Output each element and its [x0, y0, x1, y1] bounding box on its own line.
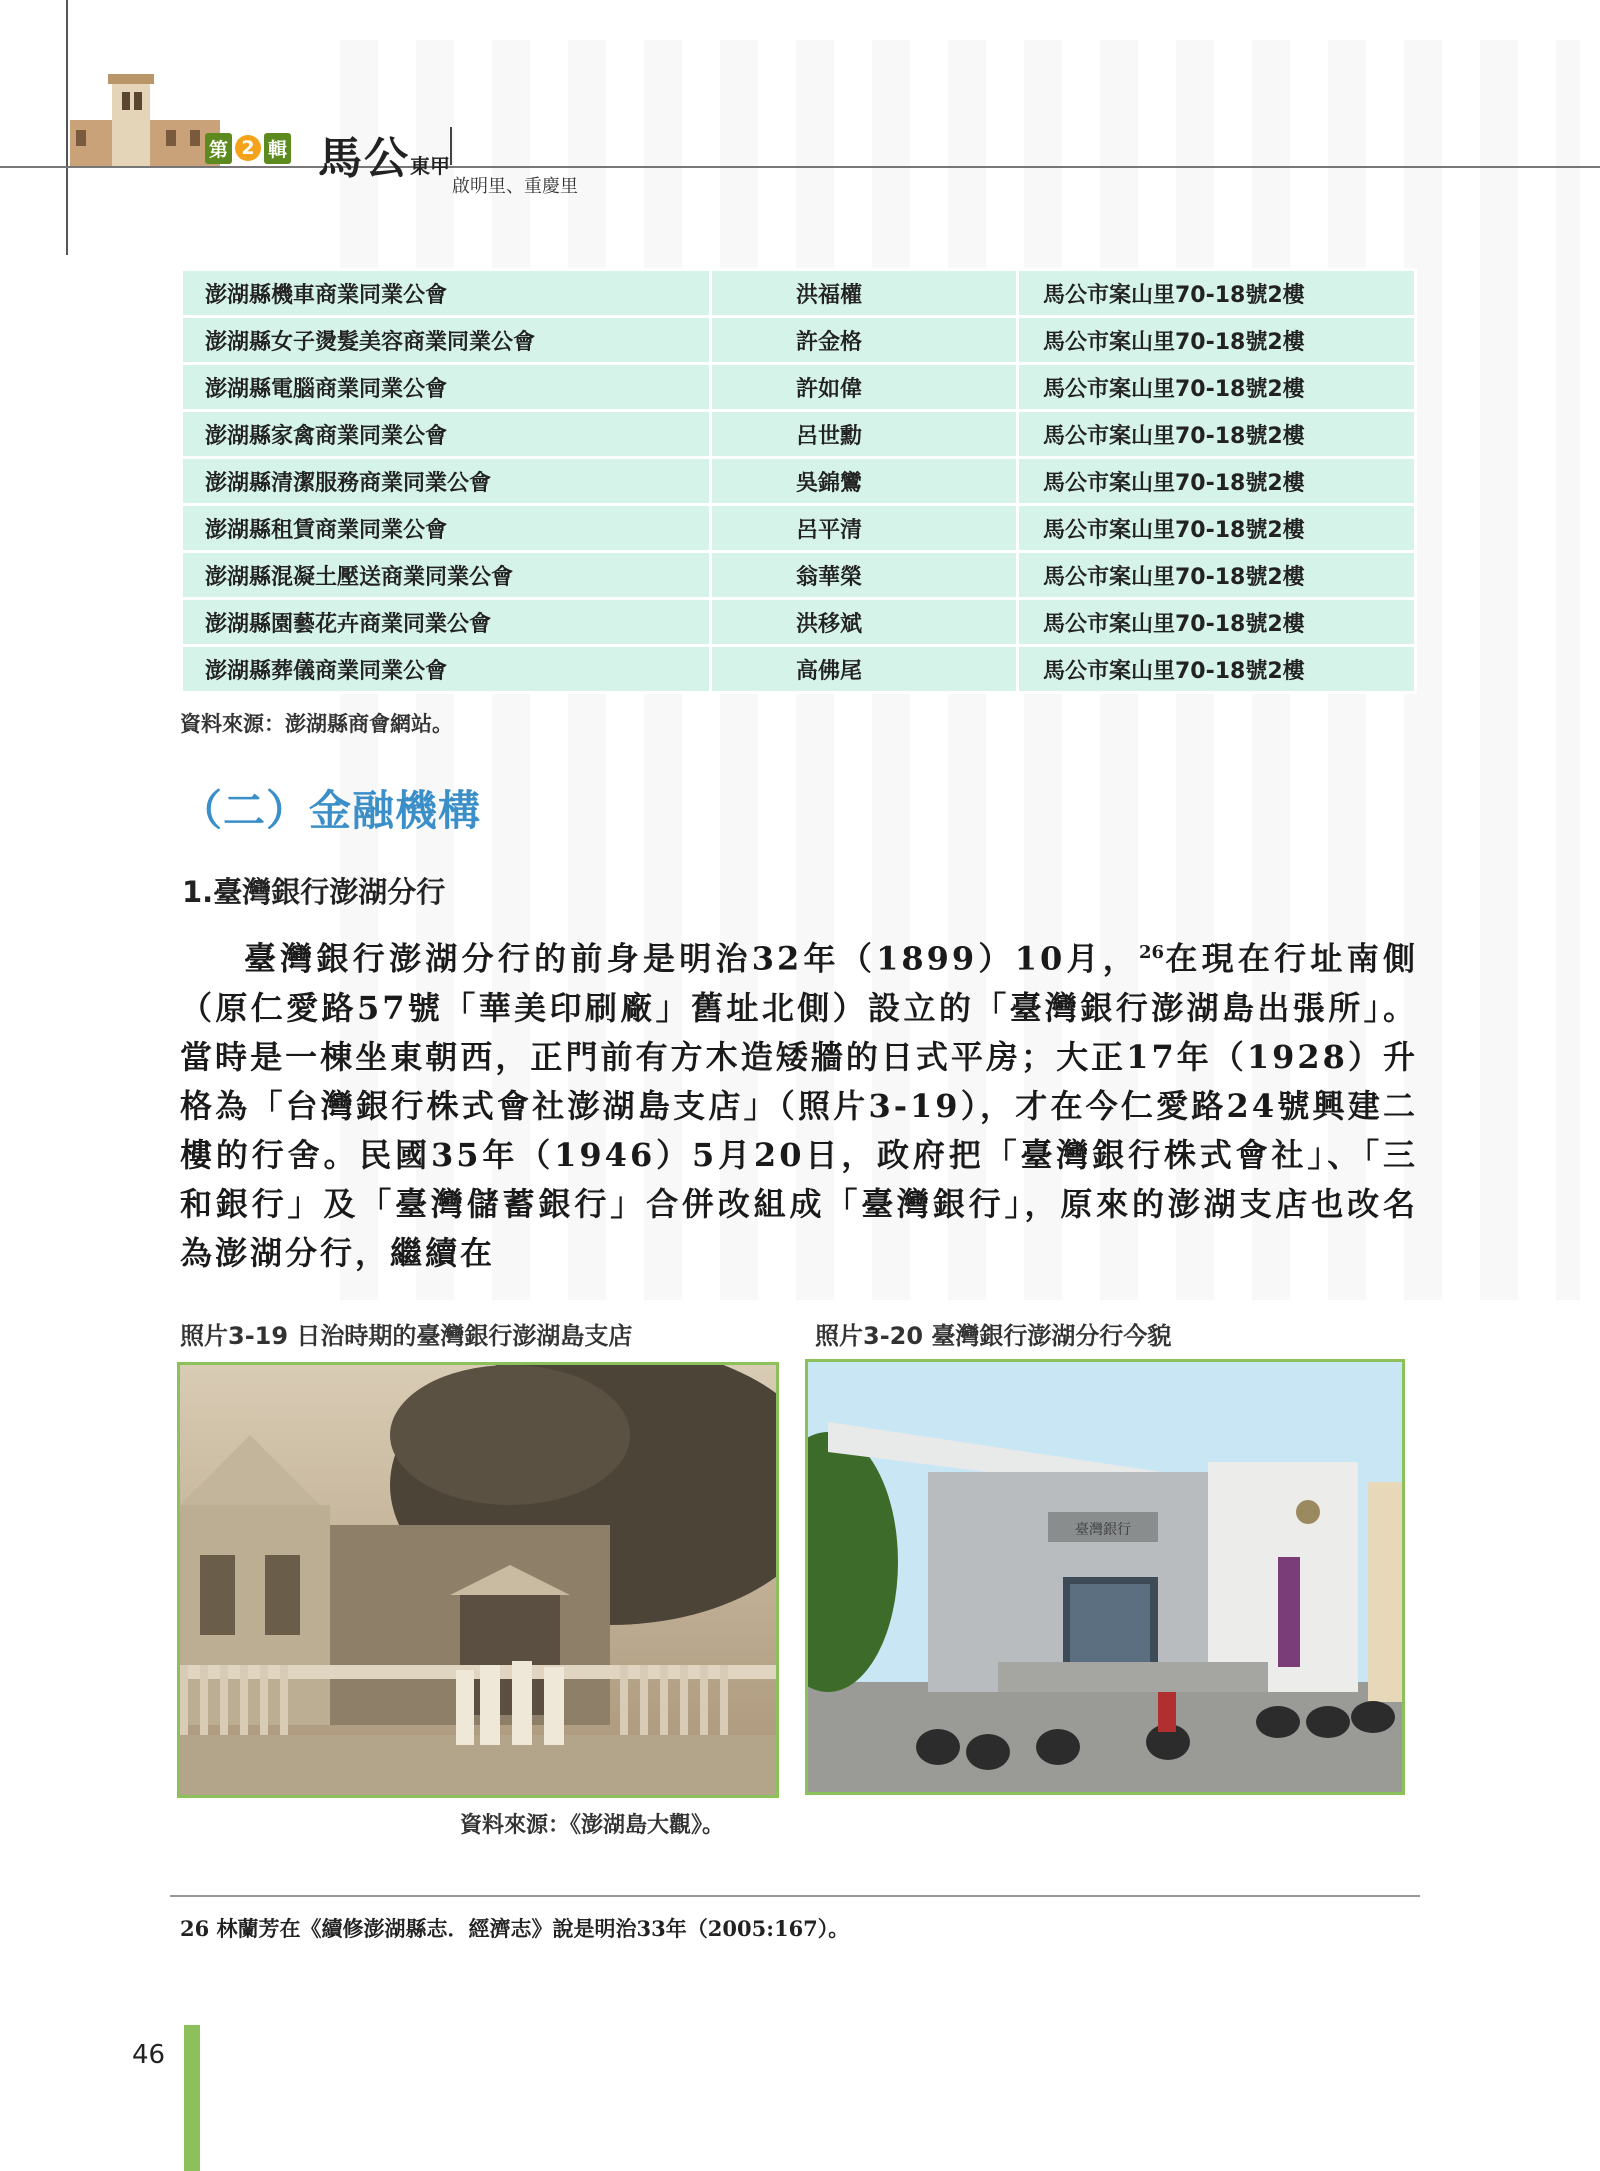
address-cell: 馬公市案山里70-18號2樓	[1018, 599, 1416, 646]
address-cell: 馬公市案山里70-18號2樓	[1018, 364, 1416, 411]
address-cell: 馬公市案山里70-18號2樓	[1018, 646, 1416, 693]
person-cell: 洪移斌	[711, 599, 1018, 646]
address-cell: 馬公市案山里70-18號2樓	[1018, 505, 1416, 552]
modern-bank-image	[808, 1362, 1402, 1792]
photo-source: 資料來源：《澎湖島大觀》。	[460, 1813, 725, 1838]
header-building-icon	[70, 70, 220, 166]
paragraph-text-2: 在現在行址南側（原仁愛路57號「華美印刷廠」舊址北側）設立的「臺灣銀行澎湖島出張所」。當時是一棟坐東朝西，正門前有方木造矮牆的日式平房；大正17年（1928）升格為「台灣銀行株式會社澎湖島支店」（照片3-19），才在今仁愛路24號興建二樓的行舍。民國35年（1946）5月20日，政府把「臺灣銀行株式會社」、「三和銀行」及「臺灣儲蓄銀行」合併改組成「臺灣銀行」，原來的澎湖支店也改名為澎湖分行，繼續在	[180, 939, 1418, 1272]
table-row	[182, 505, 1416, 552]
photo-caption-left: 照片3-19 日治時期的臺灣銀行澎湖島支店	[180, 1322, 633, 1350]
org-cell: 澎湖縣清潔服務商業同業公會	[182, 458, 711, 505]
org-cell: 澎湖縣葬儀商業同業公會	[182, 646, 711, 693]
person-cell: 許金格	[711, 317, 1018, 364]
address-cell: 馬公市案山里70-18號2樓	[1018, 270, 1416, 317]
address-cell: 馬公市案山里70-18號2樓	[1018, 411, 1416, 458]
table-row	[182, 458, 1416, 505]
historic-bank-image	[180, 1365, 776, 1795]
address-cell: 馬公市案山里70-18號2樓	[1018, 317, 1416, 364]
org-cell: 澎湖縣女子燙髮美容商業同業公會	[182, 317, 711, 364]
header-title-small: 東甲	[410, 154, 450, 178]
table-row	[182, 411, 1416, 458]
header-title-main: 馬公	[318, 133, 410, 184]
person-cell: 翁華榮	[711, 552, 1018, 599]
header-separator	[450, 127, 452, 165]
volume-badge	[205, 133, 291, 163]
table-row	[182, 552, 1416, 599]
association-table	[180, 268, 1417, 694]
table-row	[182, 599, 1416, 646]
bank-sign-text: 臺灣銀行	[1075, 1522, 1131, 1538]
page-accent-bar	[184, 2025, 200, 2171]
body-paragraph	[180, 928, 1418, 1278]
org-cell: 澎湖縣園藝花卉商業同業公會	[182, 599, 711, 646]
badge-prefix: 第	[205, 133, 232, 164]
header-vertical-rule	[66, 0, 68, 255]
table-row	[182, 270, 1416, 317]
address-cell: 馬公市案山里70-18號2樓	[1018, 458, 1416, 505]
photo-caption-right: 照片3-20 臺灣銀行澎湖分行今貌	[815, 1322, 1172, 1350]
header-horizontal-rule	[0, 166, 1600, 168]
person-cell: 吳錦鸞	[711, 458, 1018, 505]
person-cell: 許如偉	[711, 364, 1018, 411]
paragraph-text-1: 臺灣銀行澎湖分行的前身是明治32年（1899）10月，	[244, 939, 1140, 978]
org-cell: 澎湖縣租賃商業同業公會	[182, 505, 711, 552]
org-cell: 澎湖縣家禽商業同業公會	[182, 411, 711, 458]
photo-historic-bank	[177, 1362, 779, 1798]
header-subtitle: 啟明里、重慶里	[452, 176, 578, 197]
footnote-ref[interactable]: 26	[1139, 942, 1165, 963]
table-row	[182, 317, 1416, 364]
org-cell: 澎湖縣混凝土壓送商業同業公會	[182, 552, 711, 599]
table-row	[182, 364, 1416, 411]
org-cell: 澎湖縣機車商業同業公會	[182, 270, 711, 317]
person-cell: 高佛尾	[711, 646, 1018, 693]
table-source: 資料來源：澎湖縣商會網站。	[180, 712, 453, 736]
org-cell: 澎湖縣電腦商業同業公會	[182, 364, 711, 411]
footnote: 26 林蘭芳在《續修澎湖縣志．經濟志》說是明治33年（2005:167）。	[180, 1916, 850, 1941]
badge-suffix: 輯	[264, 133, 291, 164]
badge-number: 2	[235, 135, 261, 161]
section-title: （二）金融機構	[180, 786, 482, 835]
subsection-title: 1.臺灣銀行澎湖分行	[182, 875, 446, 909]
person-cell: 呂平清	[711, 505, 1018, 552]
person-cell: 洪福權	[711, 270, 1018, 317]
address-cell: 馬公市案山里70-18號2樓	[1018, 552, 1416, 599]
header-title	[318, 122, 450, 186]
person-cell: 呂世勳	[711, 411, 1018, 458]
page-number: 46	[132, 2040, 166, 2070]
photo-modern-bank	[805, 1359, 1405, 1795]
footnote-rule	[170, 1895, 1420, 1897]
table-row	[182, 646, 1416, 693]
